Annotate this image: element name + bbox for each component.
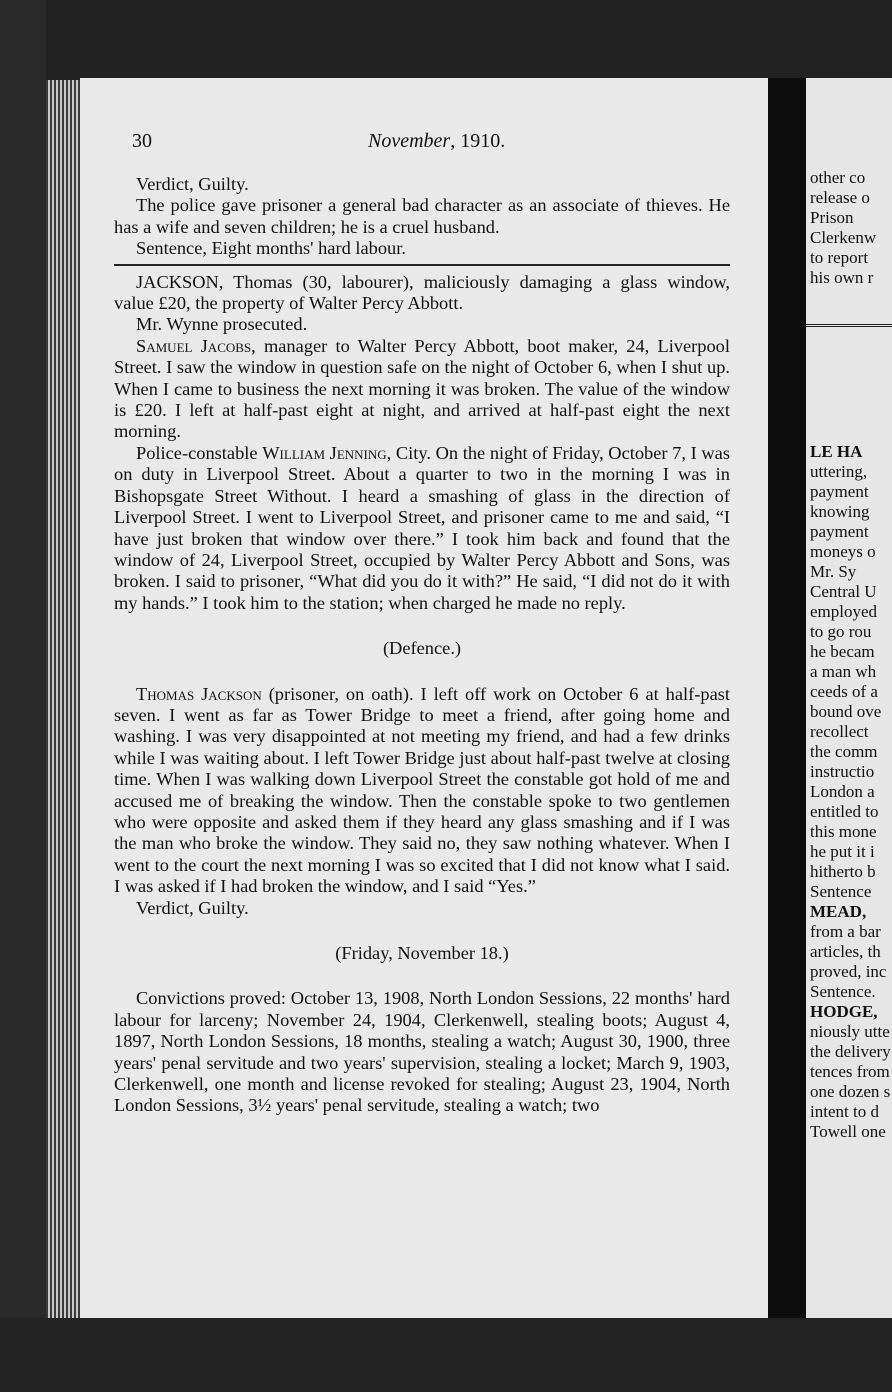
scan-background-bottom [0,1318,892,1392]
witness-jenning-text: , City. On the night of Friday, October 7, I was on duty in Liverpool Street. About a quarter to two in the morning I was in Bishopsgate Street Without. I heard a smashing of glass in the direction of Liverpool Street. I went to Liverpool Street, and prisoner came to me and said, “I have just broken that window over there.” I took him back and found that the window of 24, Liverpool Street, occupied by Walter Percy Abbott and Sons, was broken. I said to prisoner, “What did you do it with?” He said, “I did not do it with my hands.” I took him to the station; when charged he made no reply. [114,442,730,613]
case-heading-jackson: JACKSON, Thomas (30, labourer), maliciously damaging a glass window, value £20, the property of Walter Percy Abbott. [114,271,730,314]
verdict-2: Verdict, Guilty. [136,897,249,918]
facing-page-line: to go rou [810,622,872,641]
facing-page-line: Clerkenw [810,228,877,247]
facing-page-line: other co [810,168,866,187]
facing-page-line: recollect [810,722,869,741]
facing-page-line: articles, th [810,942,881,961]
facing-page-line: bound ove [810,702,882,721]
facing-page-line: Sentence. [810,982,876,1001]
date-heading: (Friday, November 18.) [335,943,509,963]
convictions-paragraph: Convictions proved: October 13, 1908, North London Sessions, 22 months' hard labour for larceny; November 24, 1904, Clerkenwell, stealing boots; August 4, 1897, North London Sessions, 18 months, stealing a watch; August 30, 1900, three years' penal servitude and two years' supervision, stealing a locket; March 9, 1903, Clerkenwell, one month and license revoked for stealing; August 23, 1904, North London Sessions, 3½ years' penal servitude, stealing a watch; two [114,988,730,1116]
book-gutter [768,78,806,1320]
police-character-paragraph: The police gave prisoner a general bad character as an associate of thieves. He has a wife and seven children; he is a cruel husband. [114,195,730,237]
facing-page-line: the delivery [810,1042,891,1061]
sentence-1: Sentence, Eight months' hard labour. [136,238,406,259]
running-head-month: November [368,130,451,152]
prosecution-counsel: Mr. Wynne prosecuted. [136,314,308,335]
book-page [80,78,768,1320]
facing-page-line: instructio [810,762,875,781]
facing-page-top-lines [810,168,892,288]
facing-page-line: Prison [810,208,854,227]
facing-page-line: entitled to [810,802,879,821]
facing-page-line: hitherto b [810,862,876,881]
book-page-edges [46,80,82,1320]
defence-heading: (Defence.) [382,638,462,659]
facing-page-body-lines [810,442,892,1142]
witness-name-jacobs: Samuel Jacobs [136,335,252,356]
running-head-year: , 1910. [450,130,506,152]
facing-page-line: a man wh [810,662,877,681]
facing-page-line: to report [810,248,869,267]
facing-page-line: Towell one [810,1122,886,1141]
facing-page-line: his own r [810,268,874,287]
facing-page-line: HODGE, [810,1002,878,1021]
facing-page-line: tences from [810,1062,890,1081]
scan-background-left [0,0,46,1392]
facing-page-line: employed [810,602,878,621]
prisoner-testimony-text: (prisoner, on oath). I left off work on October 6 at half-past seven. I went as far as Tower Bridge to meet a friend, after going home and washing. I was very disappointed at not meeting my friend, and had a few drinks while I was waiting about. I left Tower Bridge just about half-past twelve at closing time. When I was walking down Liverpool Street the constable got hold of me and accused me of breaking the window. Then the constable spoke to two gentlemen who were opposite and asked them if they heard any glass smashing and if I was the man who broke the window. They said no, they saw nothing whatever. When I went to the court the next morning I was so excited that I did not know what I said. I was asked if I had broken the window, and I said “Yes.” [114,683,730,897]
facing-page-line: proved, inc [810,962,887,981]
facing-page-line: niously utte [810,1022,890,1041]
witness-jenning-prefix: Police-constable [136,442,263,463]
facing-page-line: knowing [810,502,870,521]
verdict-1: Verdict, Guilty. [136,174,249,194]
running-head [368,130,505,153]
facing-page-line: Mr. Sy [810,562,857,581]
facing-page-line: the comm [810,742,878,761]
facing-page-line: moneys o [810,542,876,561]
witness-jenning-testimony [114,443,730,614]
case-separator-rule [114,264,730,266]
facing-page-line: payment [810,522,869,541]
scan-background-top [0,0,892,80]
facing-page-line: one dozen s [810,1082,891,1101]
facing-page-line: he becam [810,642,875,661]
facing-page-rule [806,324,892,327]
facing-page-line: London a [810,782,875,801]
facing-page-fragment [806,78,892,1320]
facing-page-line: ceeds of a [810,682,878,701]
prisoner-name: Thomas Jackson [136,683,262,704]
facing-page-line: intent to d [810,1102,879,1121]
facing-page-line: he put it i [810,842,875,861]
facing-page-line: from a bar [810,922,881,941]
facing-page-line: uttering, [810,462,868,481]
witness-jacobs-text: , manager to Walter Percy Abbott, boot maker, 24, Liverpool Street. I saw the window in question safe on the night of October 6, when I shut up. When I came to business the next morning it was broken. The value of the window is £20. I left at half-past eight at night, and arrived at half-past eight the next morning. [114,335,730,442]
page-number: 30 [132,130,152,152]
page-header [132,130,692,160]
facing-page-line: Central U [810,582,877,601]
facing-page-line: release o [810,188,870,207]
witness-jacobs-testimony [114,336,730,443]
prisoner-testimony [114,684,730,898]
facing-page-line: this mone [810,822,877,841]
facing-page-line: MEAD, [810,902,867,921]
facing-page-line: LE HA [810,442,863,461]
witness-name-jenning: William Jenning [262,442,387,463]
page-body [114,174,730,1117]
facing-page-line: Sentence [810,882,872,901]
facing-page-line: payment [810,482,869,501]
